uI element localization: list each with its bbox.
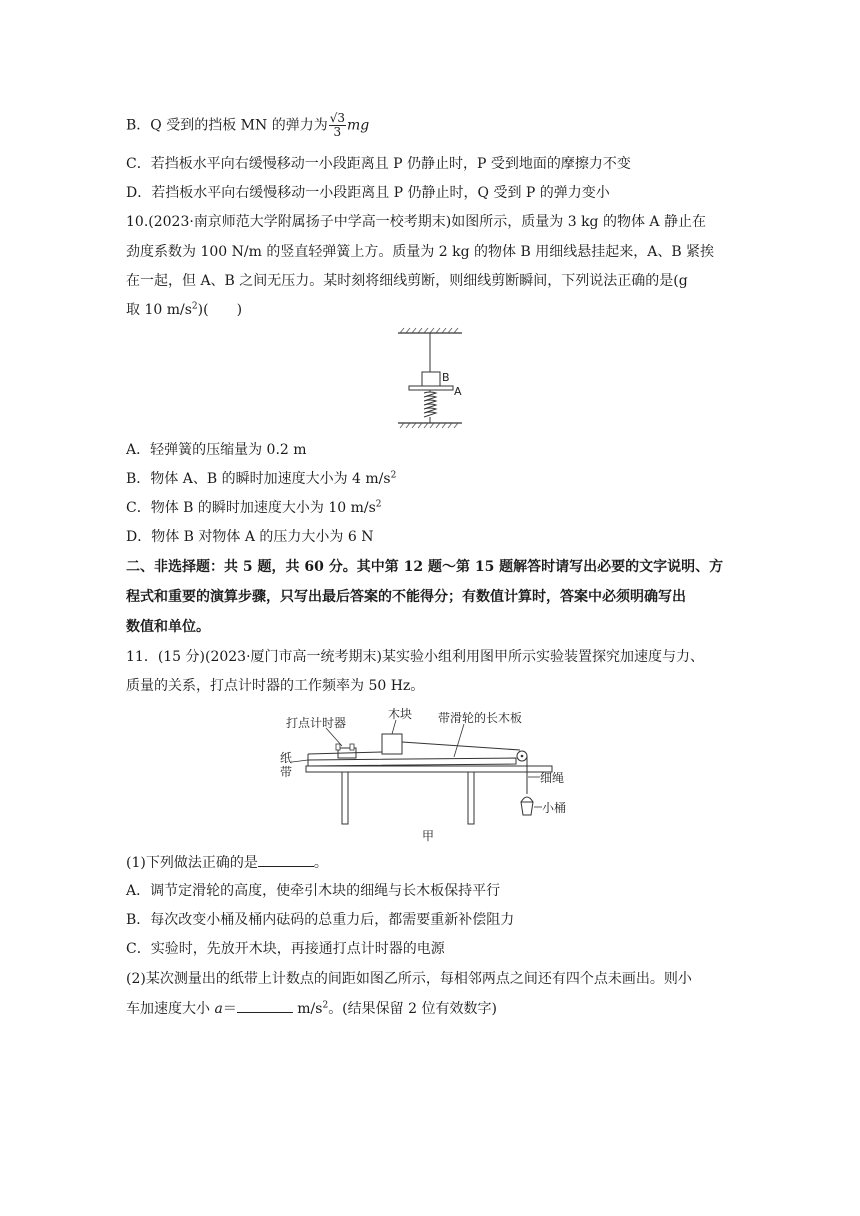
q9-option-b-text: B．Q 受到的挡板 MN 的弹力为 (126, 117, 328, 134)
q11-stem-line1: 11．(15 分)(2023·厦门市高一统考期末)某实验小组利用图甲所示实验装置探究加速度与力、 (126, 649, 705, 665)
figure-caption: 甲 (422, 829, 435, 843)
q10-option-c: C．物体 B 的瞬时加速度大小为 10 $m/s^2$ (126, 499, 382, 516)
q10-option-b: B．物体 A、B 的瞬时加速度大小为 4 $m/s^2$ (126, 470, 397, 487)
sqrt3-over-3-fraction: $\frac{√3}{3}$ (329, 111, 345, 139)
label-board: 带滑轮的长木板 (438, 711, 523, 725)
label-timer: 打点计时器 (286, 716, 347, 730)
q11-part2-line1: (2)某次测量出的纸带上计数点的间距如图乙所示，每相邻两点之间还有四个点未画出。则小 (126, 971, 692, 987)
q9-option-d: D．若挡板水平向右缓慢移动一小段距离且 P 仍静止时，Q 受到 P 的弹力变小 (126, 185, 610, 201)
apparatus-figure (278, 702, 588, 846)
answer-blank-2 (237, 998, 293, 1013)
q10-option-a: A．轻弹簧的压缩量为 0.2 m (126, 442, 307, 458)
q11-part1-option-b: B．每次改变小桶及桶内砝码的总重力后，都需要重新补偿阻力 (126, 912, 515, 928)
spring-diagram-svg (392, 325, 482, 433)
q11-part1-option-c: C．实验时，先放开木块，再接通打点计时器的电源 (126, 941, 445, 957)
q9-option-b (126, 112, 369, 139)
answer-blank-1 (258, 852, 314, 867)
q11-stem-line2: 质量的关系，打点计时器的工作频率为 50 Hz。 (126, 678, 425, 694)
label-tape-2: 带 (280, 765, 293, 779)
q11-part1-question: (1)下列做法正确的是 。 (126, 852, 328, 873)
label-b: B (442, 371, 450, 384)
spring-block-figure (392, 325, 482, 433)
q10-option-d: D．物体 B 对物体 A 的压力大小为 6 N (126, 529, 374, 545)
label-block: 木块 (388, 707, 413, 721)
q9-option-c: C．若挡板水平向右缓慢移动一小段距离且 P 仍静止时，P 受到地面的摩擦力不变 (126, 156, 631, 172)
label-bucket: 小桶 (542, 801, 567, 815)
mg-term: mg (346, 117, 370, 134)
q11-part2-line2: 车加速度大小 $a= m/s^2$。(结果保留 2 位有效数字) (126, 998, 497, 1019)
label-rope: 细绳 (540, 771, 565, 785)
label-a: A (454, 385, 462, 398)
q10-stem-line3: 在一起，但 A、B 之间无压力。某时刻将细线剪断，则细线剪断瞬间，下列说法正确的是(g (126, 273, 688, 289)
label-tape-1: 纸 (280, 751, 293, 765)
q10-stem-line2: 劲度系数为 100 N/m 的竖直轻弹簧上方。质量为 2 kg 的物体 B 用细线悬挂起来，A、B 紧挨 (126, 244, 715, 260)
section2-heading-line3: 数值和单位。 (126, 619, 210, 635)
q10-stem-line4: 取 10 $m/s^2$)( ) (126, 301, 243, 318)
apparatus-diagram-svg (278, 702, 588, 846)
q11-part1-option-a: A．调节定滑轮的高度，使牵引木块的细绳与长木板保持平行 (126, 883, 501, 899)
section2-heading-line2: 程式和重要的演算步骤，只写出最后答案的不能得分；有数值计算时，答案中必须明确写出 (126, 589, 686, 605)
q10-stem-line1: 10.(2023·南京师范大学附属扬子中学高一校考期末)如图所示，质量为 3 kg 的物体 A 静止在 (126, 214, 706, 230)
section2-heading-line1: 二、非选择题：共 5 题，共 60 分。其中第 12 题～第 15 题解答时请写出必要的文字说明、方 (126, 559, 724, 575)
